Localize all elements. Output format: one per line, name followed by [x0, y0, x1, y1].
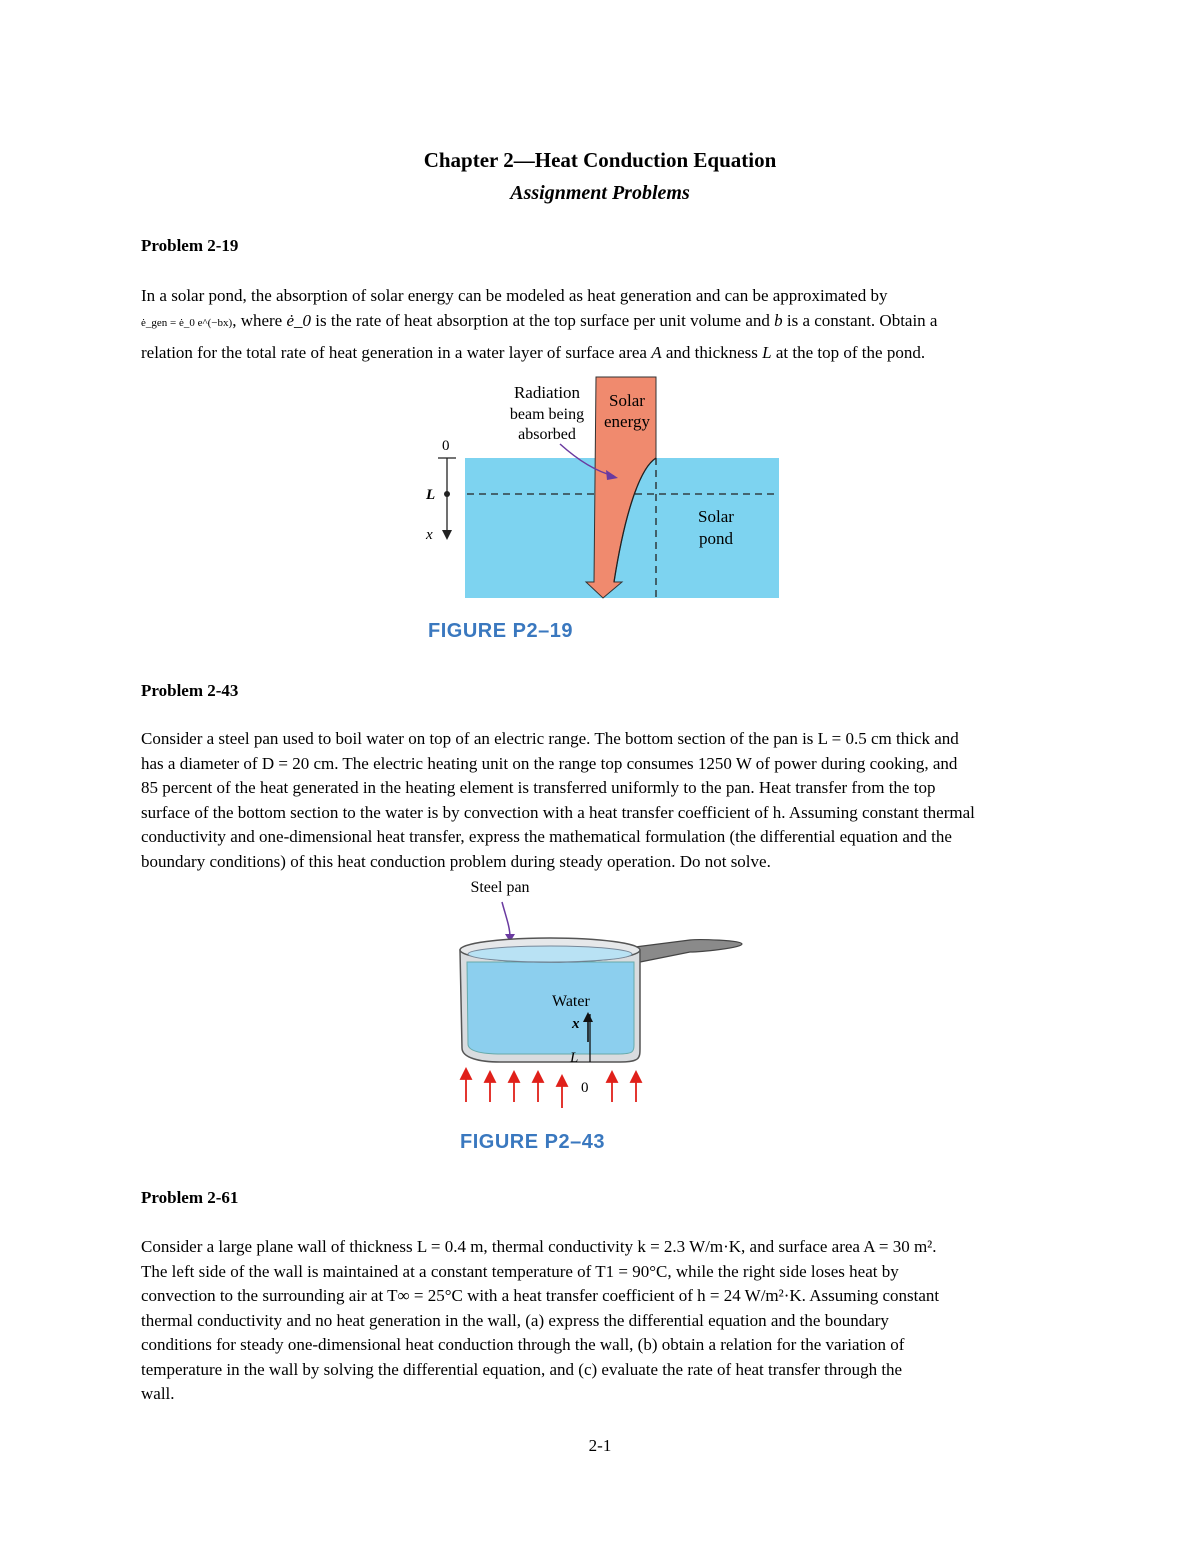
heat-arrowhead-3 [509, 1072, 519, 1082]
document-title: Chapter 2—Heat Conduction Equation [423, 148, 777, 172]
variable-A: A [651, 343, 662, 362]
problem-43-heading: Problem 2-43 [141, 681, 239, 700]
problem-19-text [141, 284, 1066, 366]
heat-arrows [461, 1069, 641, 1108]
problem-61-line-1: Consider a large plane wall of thickness L = 0.4 m, thermal conductivity k = 2.3 W/m·K, and surface area A = 30 m². [141, 1237, 937, 1256]
label-pond-1: Solar [698, 507, 734, 526]
figure-p2-19 [400, 372, 820, 652]
problem-19-line-3 [141, 341, 1066, 366]
figure-p2-43 [440, 872, 760, 1122]
text-constant: is a constant. Obtain a [786, 310, 938, 330]
figure-p2-43-caption: FIGURE P2–43 [460, 1131, 605, 1153]
pan-pointer [502, 902, 510, 937]
label-steel-pan: Steel pan [470, 879, 530, 896]
axis-arrowhead [442, 530, 452, 540]
problem-19-heading: Problem 2-19 [141, 236, 239, 255]
problem-19-line-2 [141, 309, 1066, 336]
heat-arrowhead-4 [533, 1072, 543, 1082]
label-pond-2: pond [699, 529, 733, 548]
equation-gen: ė_gen = ė_0 e^(−bx) [141, 316, 233, 329]
problem-43-line-6: boundary conditions) of this heat conduction problem during steady operation. Do not solve. [141, 851, 771, 871]
problem-43-line-1: Consider a steel pan used to boil water on top of an electric range. The bottom section of the pan is L = 0.5 cm thick and [141, 729, 959, 748]
heat-arrowhead-2 [485, 1072, 495, 1082]
problem-61-text [141, 1235, 1071, 1407]
problem-61-line-5: conditions for steady one-dimensional heat conduction through the wall, (b) obtain a relation for the variation of [141, 1335, 905, 1354]
text-thickness: and thickness [665, 343, 758, 362]
pan-handle [635, 940, 742, 962]
axis-zero-label: 0 [442, 438, 450, 454]
page-number: 2-1 [588, 1436, 612, 1455]
label-absorbed: absorbed [518, 426, 576, 443]
problem-61-line-2: The left side of the wall is maintained at a constant temperature of T1 = 90°C, while the right side loses heat by [141, 1261, 899, 1281]
problem-61-line-7: wall. [141, 1384, 175, 1403]
text-rate: is the rate of heat absorption at the top surface per unit volume and [315, 310, 770, 330]
axis-zero-label-pan: 0 [581, 1080, 589, 1096]
problem-61-line-4: thermal conductivity and no heat generation in the wall, (a) express the differential equation and the boundary [141, 1310, 889, 1330]
problem-43-line-5: conductivity and one-dimensional heat transfer, express the mathematical formulation (the differential equation and the [141, 827, 952, 846]
problem-61-line-3: convection to the surrounding air at T∞ = 25°C with a heat transfer coefficient of h = 24 W/m²·K. Assuming constant [141, 1286, 940, 1305]
problem-19-line-1: In a solar pond, the absorption of solar energy can be modeled as heat generation and can be approximated by [141, 286, 888, 305]
axis-L-label-pan: L [570, 1050, 579, 1066]
problem-61-heading: Problem 2-61 [141, 1188, 239, 1207]
text-top: at the top of the pond. [775, 343, 926, 362]
heat-arrowhead-7 [631, 1072, 641, 1082]
figure-p2-19-caption: FIGURE P2–19 [428, 620, 573, 642]
equation-e0: ė_0 [286, 310, 312, 330]
water-surface [468, 946, 632, 962]
heat-arrowhead-5 [557, 1076, 567, 1086]
label-solar: Solar [609, 391, 645, 410]
text-where: , where [232, 310, 283, 330]
problem-43-line-3: 85 percent of the heat generated in the heating element is transferred uniformly to the pan. Heat transfer from the top [141, 778, 936, 797]
axis-x-label-pan: x [572, 1016, 580, 1032]
axis-L-dot [444, 491, 450, 497]
axis-x-label: x [426, 527, 433, 543]
heat-arrowhead-6 [607, 1072, 617, 1082]
pan-water [467, 962, 634, 1054]
problem-61-line-6: temperature in the wall by solving the differential equation, and (c) evaluate the rate of heat transfer through the [141, 1359, 903, 1379]
label-water: Water [552, 993, 590, 1010]
label-energy: energy [604, 412, 650, 431]
label-beam: beam being [509, 406, 585, 423]
heat-arrowhead-1 [461, 1069, 471, 1079]
text-relation: relation for the total rate of heat generation in a water layer of surface area [141, 343, 647, 362]
document-subtitle: Assignment Problems [510, 182, 690, 204]
variable-L: L [762, 343, 772, 362]
problem-43-text [141, 727, 1066, 874]
variable-b: b [774, 310, 783, 330]
label-radiation: Radiation [513, 383, 581, 402]
axis-L-label: L [426, 487, 436, 503]
problem-43-line-2: has a diameter of D = 20 cm. The electric heating unit on the range top consumes 1250 W of power during cooking, and [141, 753, 958, 773]
problem-43-line-4: surface of the bottom section to the water is by convection with a heat transfer coefficient of h. Assuming constant thermal [141, 802, 975, 822]
